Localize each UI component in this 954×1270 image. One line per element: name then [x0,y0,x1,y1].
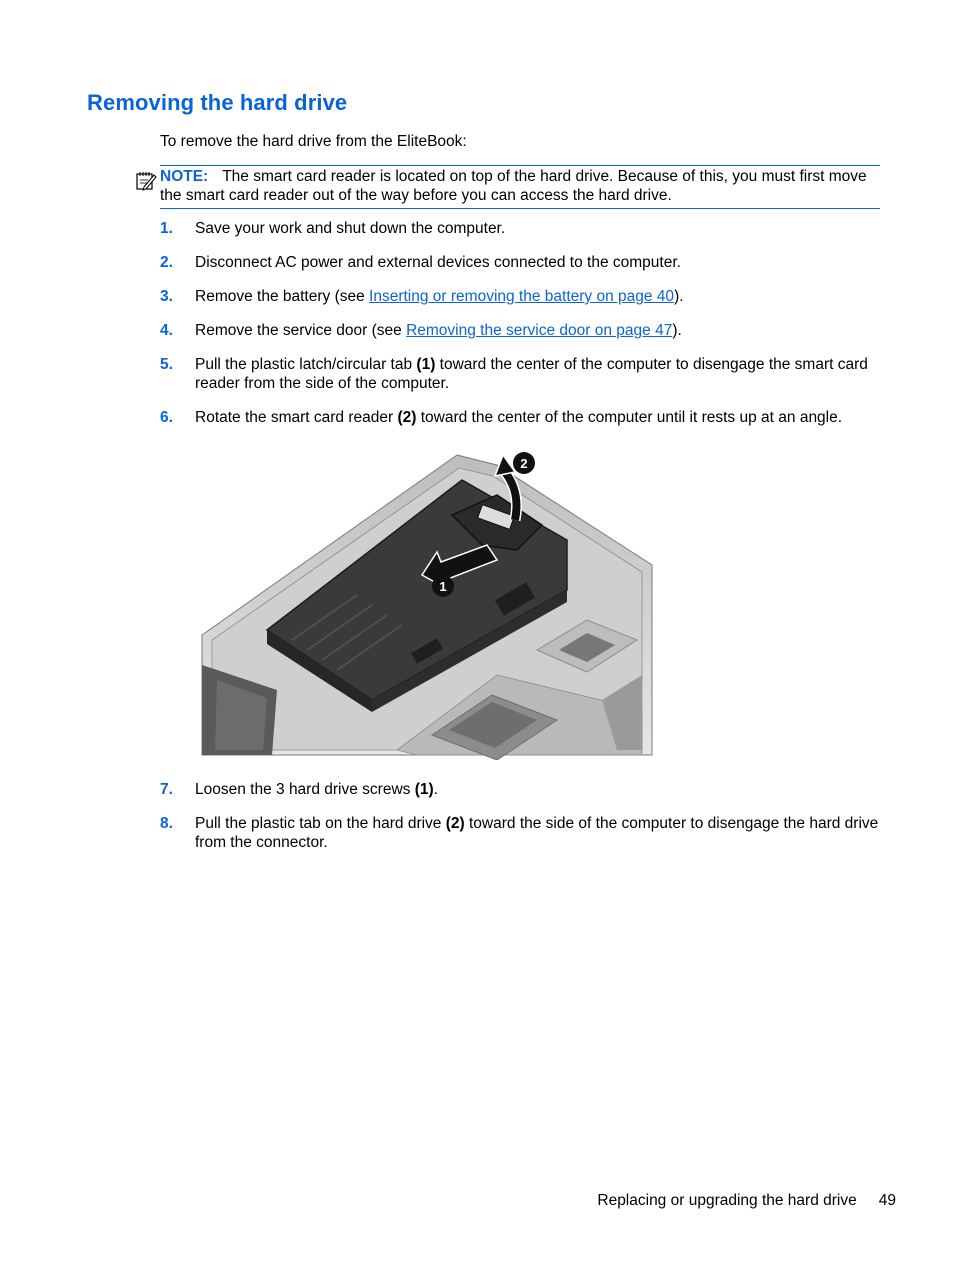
step-text: Remove the battery (see [195,288,370,305]
note-label: NOTE: [160,168,209,185]
step-3 [160,287,880,306]
step-number: 3. [160,288,173,305]
step-2 [160,253,880,272]
note-pad-icon [135,169,157,191]
callout-1-label: 1 [439,579,447,594]
footer-section-title: Replacing or upgrading the hard drive [597,1192,857,1209]
note-text: The smart card reader is located on top of the hard drive. Because of this, you must first move the smart card reader out of the way before you can access the hard drive. [160,168,867,204]
step-number: 8. [160,815,173,832]
step-text: Pull the plastic tab on the hard drive [195,815,446,832]
callout-ref: (2) [397,409,417,426]
steps-list-continued [160,780,880,867]
step-text: Remove the service door (see [195,322,407,339]
steps-list [160,219,880,442]
step-6 [160,408,880,427]
step-8 [160,814,880,852]
step-text: Save your work and shut down the computer. [195,220,506,237]
callout-ref: (1) [414,781,434,798]
step-text-end: toward the side of the computer to disengage the hard drive from the connector. [195,815,879,851]
step-number: 5. [160,356,173,373]
step-number: 7. [160,781,173,798]
step-number: 6. [160,409,173,426]
battery-page-link[interactable]: Inserting or removing the battery on page 40 [369,288,675,305]
step-text-end: . [433,781,438,798]
step-text-end: toward the center of the computer to disengage the smart card reader from the side of the computer. [195,356,868,392]
page-footer [0,1192,896,1210]
smart-card-reader-illustration [197,450,657,760]
callout-ref: (1) [416,356,436,373]
step-text: Pull the plastic latch/circular tab [195,356,417,373]
page-number: 49 [878,1192,896,1209]
step-number: 2. [160,254,173,271]
step-7 [160,780,880,799]
step-text: Loosen the 3 hard drive screws [195,781,415,798]
step-5 [160,355,880,393]
step-text-end: ). [672,322,682,339]
step-number: 1. [160,220,173,237]
step-4 [160,321,880,340]
step-number: 4. [160,322,173,339]
note-box [160,165,880,209]
step-text: Rotate the smart card reader [195,409,398,426]
step-1 [160,219,880,238]
callout-ref: (2) [445,815,465,832]
step-text: Disconnect AC power and external devices connected to the computer. [195,254,681,271]
callout-2-label: 2 [520,456,528,471]
step-text-end: toward the center of the computer until it rests up at an angle. [416,409,843,426]
section-title: Removing the hard drive [87,90,348,115]
service-door-page-link[interactable]: Removing the service door on page 47 [406,322,673,339]
step-text-end: ). [674,288,684,305]
intro-text: To remove the hard drive from the EliteBook: [160,133,467,150]
